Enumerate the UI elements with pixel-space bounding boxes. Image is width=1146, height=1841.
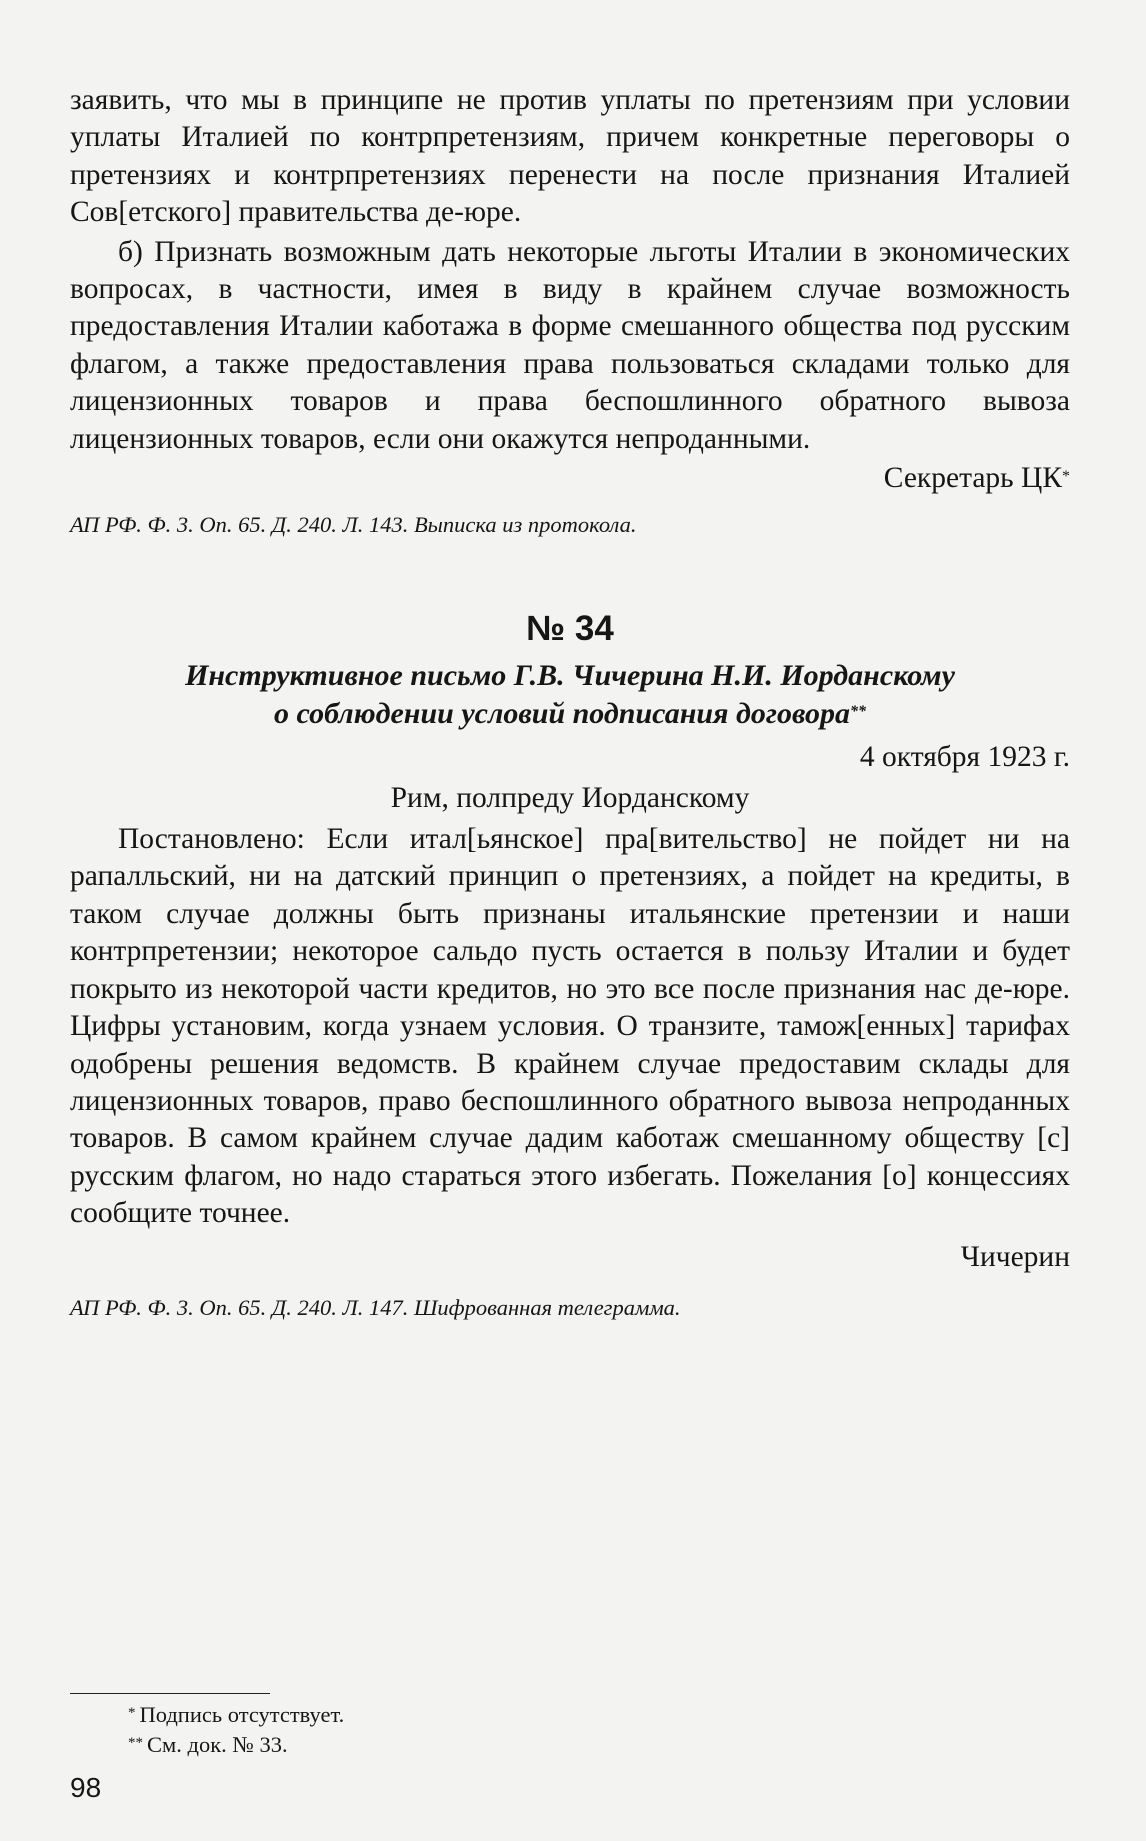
archive-source-1: АП РФ. Ф. 3. Оп. 65. Д. 240. Л. 143. Выписка из протокола. <box>70 512 637 538</box>
page-number: 98 <box>70 1772 102 1803</box>
footnote-2 <box>128 1730 1028 1760</box>
point-b-paragraph: б) Признать возможным дать некоторые льготы Италии в экономических вопросах, в частности, имея в виду в крайнем случае возможность предоставления Италии каботажа в форме смешанного общества под русским флагом, а также предоставления права пользоваться складами только для лицензионных товаров и права беспошлинного обратного вывоза лицензионных товаров, если они окажутся непроданными. <box>70 235 1070 455</box>
footnote-2-text: См. док. № 33. <box>147 1732 288 1757</box>
footnotes <box>128 1700 1028 1760</box>
telegram-body: Постановлено: Если итал[ьянское] пра[вительство] не пойдет ни на рапалльский, ни на датский принцип о претензиях, а пойдет на кредиты, в таком случае должны быть признаны итальянские претензии и наши контрпретензии; некоторое сальдо пусть остается в пользу Италии и будет покрыто из некоторой части кредитов, но это все после признания нас де-юре. Цифры установим, когда узнаем условия. О транзите, тамож[енных] тарифах одобрены решения ведомств. В крайнем случае предоставим склады для лицензионных товаров, право беспошлинного обратного вывоза непроданных товаров. В самом крайнем случае дадим каботаж смешанному обществу [с] русским флагом, но надо стараться этого избегать. Пожелания [о] концессиях сообщите точнее. <box>70 823 1070 1230</box>
addressee: Рим, полпреду Иорданскому <box>390 782 750 815</box>
footnote-ref-1: * <box>1062 468 1070 486</box>
signature-secretary <box>70 460 1070 497</box>
continuation-paragraph: заявить, что мы в принципе не против уплаты по претензиям при условии уплаты Италией по контрпретензиям, причем конкретные переговоры о претензиях и контрпретензиях перенести на после признания Италией Сов[етского] правительства де-юре. <box>70 84 1070 229</box>
footnote-ref-2: ** <box>849 703 866 721</box>
document-number: № 34 <box>526 609 614 649</box>
signature-secretary-text: Секретарь ЦК <box>883 462 1062 495</box>
document-page <box>70 82 1070 1322</box>
footnote-2-mark: ** <box>128 1735 143 1751</box>
archive-source-2: АП РФ. Ф. 3. Оп. 65. Д. 240. Л. 147. Шифрованная телеграмма. <box>70 1294 681 1320</box>
document-title-line-2 <box>70 695 1070 733</box>
document-title-line-2-text: о соблюдении условий подписания договора <box>274 697 850 731</box>
document-title-line-1: Инструктивное письмо Г.В. Чичерина Н.И. Иорданскому <box>185 659 955 693</box>
footnote-1 <box>128 1700 1028 1730</box>
footnote-divider <box>70 1693 270 1694</box>
signature-chicherin: Чичерин <box>960 1240 1070 1273</box>
footnote-1-text: Подпись отсутствует. <box>139 1702 345 1727</box>
document-date: 4 октября 1923 г. <box>859 741 1070 774</box>
footnote-1-mark: * <box>128 1705 136 1721</box>
